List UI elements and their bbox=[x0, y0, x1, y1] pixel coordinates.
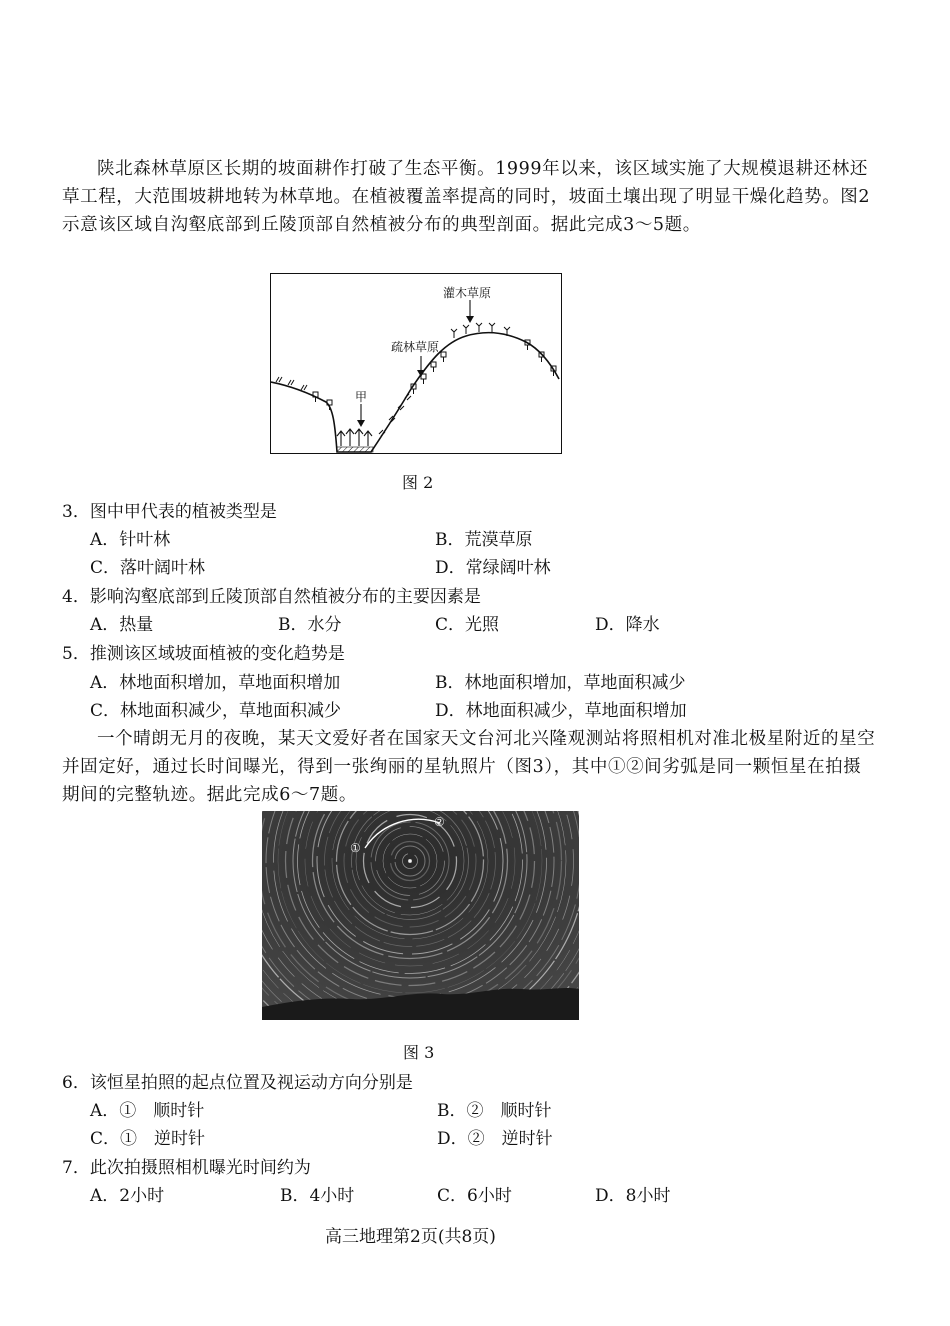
q5-option-d: D．林地面积减少，草地面积增加 bbox=[435, 701, 687, 721]
q5-option-c: C．林地面积减少，草地面积减少 bbox=[90, 701, 342, 721]
q7-stem: 7．此次拍摄照相机曝光时间约为 bbox=[62, 1158, 311, 1178]
q5-option-b: B．林地面积增加，草地面积减少 bbox=[435, 673, 686, 693]
q6-option-d: D．② 逆时针 bbox=[437, 1129, 553, 1149]
q6-option-b: B．② 顺时针 bbox=[437, 1101, 552, 1121]
q6-stem: 6．该恒星拍照的起点位置及视运动方向分别是 bbox=[62, 1073, 413, 1093]
label-shrub-steppe: 灌木草原 bbox=[443, 286, 492, 300]
label-sparse-forest-steppe: 疏林草原 bbox=[391, 340, 440, 354]
figure-2-vegetation-profile bbox=[270, 273, 562, 454]
star-mark-1: ① bbox=[350, 841, 361, 855]
q4-option-c: C．光照 bbox=[435, 615, 500, 635]
q6-option-a: A．① 顺时针 bbox=[90, 1101, 205, 1121]
figure-3-caption: 图 3 bbox=[403, 1043, 435, 1062]
q4-stem: 4．影响沟壑底部到丘陵顶部自然植被分布的主要因素是 bbox=[62, 587, 481, 607]
q5-stem: 5．推测该区域坡面植被的变化趋势是 bbox=[62, 644, 345, 664]
star-mark-2: ② bbox=[434, 815, 445, 829]
q4-option-b: B．水分 bbox=[278, 615, 342, 635]
q3-option-a: A．针叶林 bbox=[90, 530, 171, 550]
q3-option-d: D．常绿阔叶林 bbox=[435, 558, 551, 578]
q5-option-a: A．林地面积增加，草地面积增加 bbox=[90, 673, 341, 693]
q7-option-d: D．8小时 bbox=[595, 1186, 671, 1206]
page-footer: 高三地理第2页(共8页) bbox=[325, 1227, 496, 1247]
intro-paragraph-2: 一个晴朗无月的夜晚，某天文爱好者在国家天文台河北兴隆观测站将照相机对准北极星附近的星空并固定好，通过长时间曝光，得到一张绚丽的星轨照片（图3），其中①②间劣弧是同一颗恒星在拍摄期间的完整轨迹。据此完成6～7题。 bbox=[62, 729, 876, 805]
q4-option-a: A．热量 bbox=[90, 615, 154, 635]
terrain-profile-graphic bbox=[271, 274, 563, 455]
q3-option-b: B．荒漠草原 bbox=[435, 530, 533, 550]
q4-option-d: D．降水 bbox=[595, 615, 660, 635]
q7-option-b: B．4小时 bbox=[280, 1186, 355, 1206]
q7-option-a: A．2小时 bbox=[90, 1186, 165, 1206]
intro-paragraph-1: 陕北森林草原区长期的坡面耕作打破了生态平衡。1999年以来，该区域实施了大规模退耕还林还草工程，大范围坡耕地转为林草地。在植被覆盖率提高的同时，坡面土壤出现了明显干燥化趋势。图2示意该区域自沟壑底部到丘陵顶部自然植被分布的典型剖面。据此完成3～5题。 bbox=[62, 159, 871, 235]
q6-option-c: C．① 逆时针 bbox=[90, 1129, 206, 1149]
q7-option-c: C．6小时 bbox=[437, 1186, 512, 1206]
q3-option-c: C．落叶阔叶林 bbox=[90, 558, 206, 578]
label-jia: 甲 bbox=[355, 390, 368, 404]
figure-3-star-trails-photo bbox=[262, 811, 579, 1020]
figure-2-caption: 图 2 bbox=[402, 473, 434, 492]
q3-stem: 3．图中甲代表的植被类型是 bbox=[62, 502, 277, 522]
star-trails-graphic bbox=[262, 811, 579, 1020]
polaris-dot bbox=[409, 860, 412, 863]
